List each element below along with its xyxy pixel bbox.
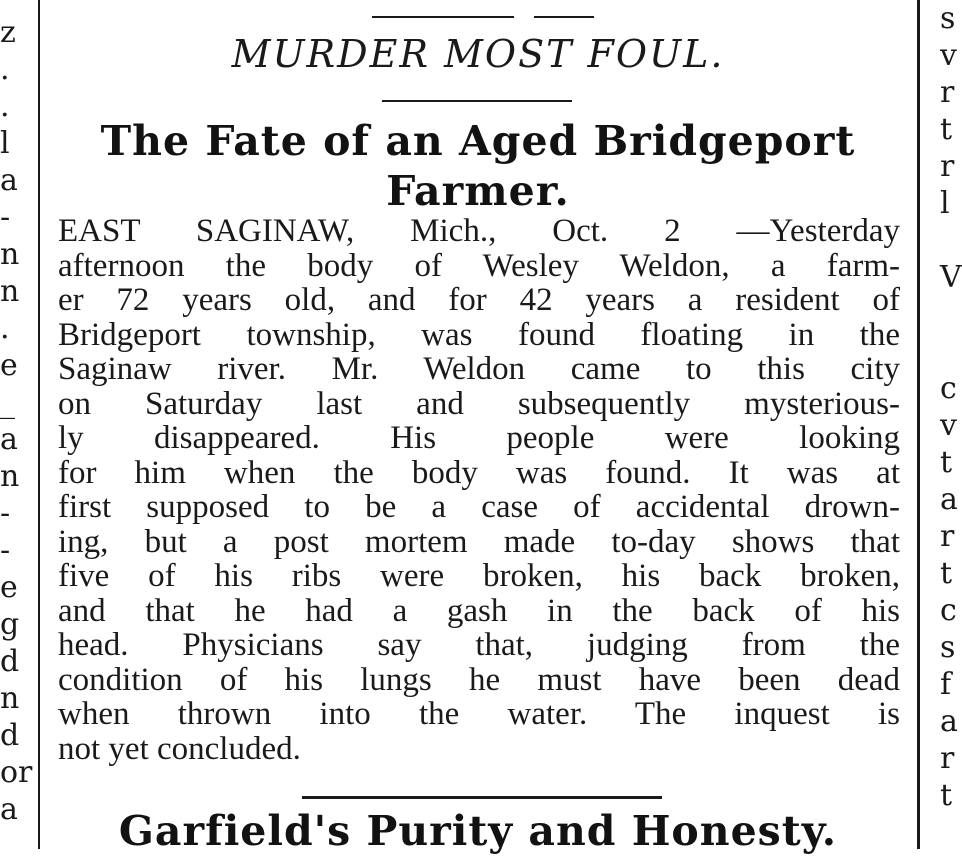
body-line: and that he had a gash in the back of his	[58, 592, 900, 629]
column-fragment: v	[940, 38, 957, 73]
column-fragment: g	[0, 607, 20, 642]
column-fragment: s	[940, 1, 956, 36]
article-kicker: MURDER MOST FOUL.	[231, 32, 725, 76]
column-fragment: a	[940, 482, 958, 517]
body-line: er 72 years old, and for 42 years a resident of	[58, 282, 900, 318]
body-line: afternoon the body of Wesley Weldon, a farm-	[58, 247, 900, 284]
next-article-headline: Garfield's Purity and Honesty.	[118, 807, 838, 855]
column-fragment: a	[0, 792, 18, 827]
column-rule-left	[38, 0, 40, 849]
article-headline: The Fate of an Aged Bridgeport Farmer.	[100, 117, 856, 215]
article	[52, 0, 904, 855]
body-line: first supposed to be a case of accidental drown-	[58, 489, 900, 525]
column-fragment: d	[0, 644, 20, 679]
column-fragment: v	[940, 408, 957, 443]
column-fragment: .	[0, 311, 10, 346]
body-line: five of his ribs were broken, his back broken,	[58, 558, 900, 594]
body-line: EAST SAGINAW, Mich., Oct. 2 —Yesterday	[58, 213, 900, 249]
column-fragment: t	[940, 112, 953, 147]
column-fragment: n	[0, 459, 20, 494]
column-fragment: t	[940, 778, 953, 813]
column-fragment: .	[0, 89, 10, 124]
left-column-fragments	[0, 0, 36, 849]
column-fragment: or	[0, 755, 33, 790]
column-fragment: _	[0, 385, 15, 420]
column-fragment: c	[940, 593, 957, 628]
body-line: on Saturday last and subsequently mysterious-	[58, 385, 900, 422]
right-column-fragments	[926, 0, 962, 849]
column-fragment: n	[0, 237, 20, 272]
column-fragment: s	[940, 630, 956, 665]
column-rule-right	[917, 0, 920, 849]
column-fragment: -	[0, 496, 11, 531]
column-fragment: r	[940, 519, 955, 554]
article-body	[58, 214, 900, 766]
column-fragment: e	[0, 348, 18, 383]
column-fragment: a	[0, 163, 18, 198]
column-fragment: r	[940, 75, 955, 110]
column-fragment: z	[0, 15, 16, 50]
article-end-rule	[302, 796, 662, 799]
body-line: not yet concluded.	[58, 730, 301, 767]
body-line: Bridgeport township, was found floating in the	[58, 316, 900, 353]
column-fragment: l	[940, 186, 950, 221]
column-fragment: t	[940, 556, 953, 591]
body-line: ly disappeared. His people were looking	[58, 420, 900, 456]
column-fragment: d	[0, 718, 20, 753]
column-fragment: l	[0, 126, 10, 161]
column-fragment: t	[940, 445, 953, 480]
body-line: for him when the body was found. It was at	[58, 454, 900, 491]
body-line: head. Physicians say that, judging from the	[58, 627, 900, 663]
column-fragment: .	[0, 52, 10, 87]
column-fragment: -	[0, 200, 11, 235]
body-line: Saginaw river. Mr. Weldon came to this city	[58, 351, 900, 387]
top-rule	[534, 16, 594, 18]
top-rule	[372, 16, 514, 18]
column-fragment: r	[940, 741, 955, 776]
column-fragment: V	[940, 260, 962, 295]
column-fragment: n	[0, 274, 20, 309]
column-fragment: r	[940, 149, 955, 184]
column-fragment: a	[940, 704, 958, 739]
column-fragment: f	[940, 667, 952, 702]
kicker-divider	[382, 100, 572, 102]
column-fragment: -	[0, 533, 11, 568]
column-fragment: a	[0, 422, 18, 457]
body-line: ing, but a post mortem made to-day shows that	[58, 523, 900, 560]
column-fragment: n	[0, 681, 20, 716]
body-line: condition of his lungs he must have been dead	[58, 661, 900, 698]
body-line: when thrown into the water. The inquest is	[58, 696, 900, 732]
column-fragment: c	[940, 371, 957, 406]
column-fragment: e	[0, 570, 18, 605]
